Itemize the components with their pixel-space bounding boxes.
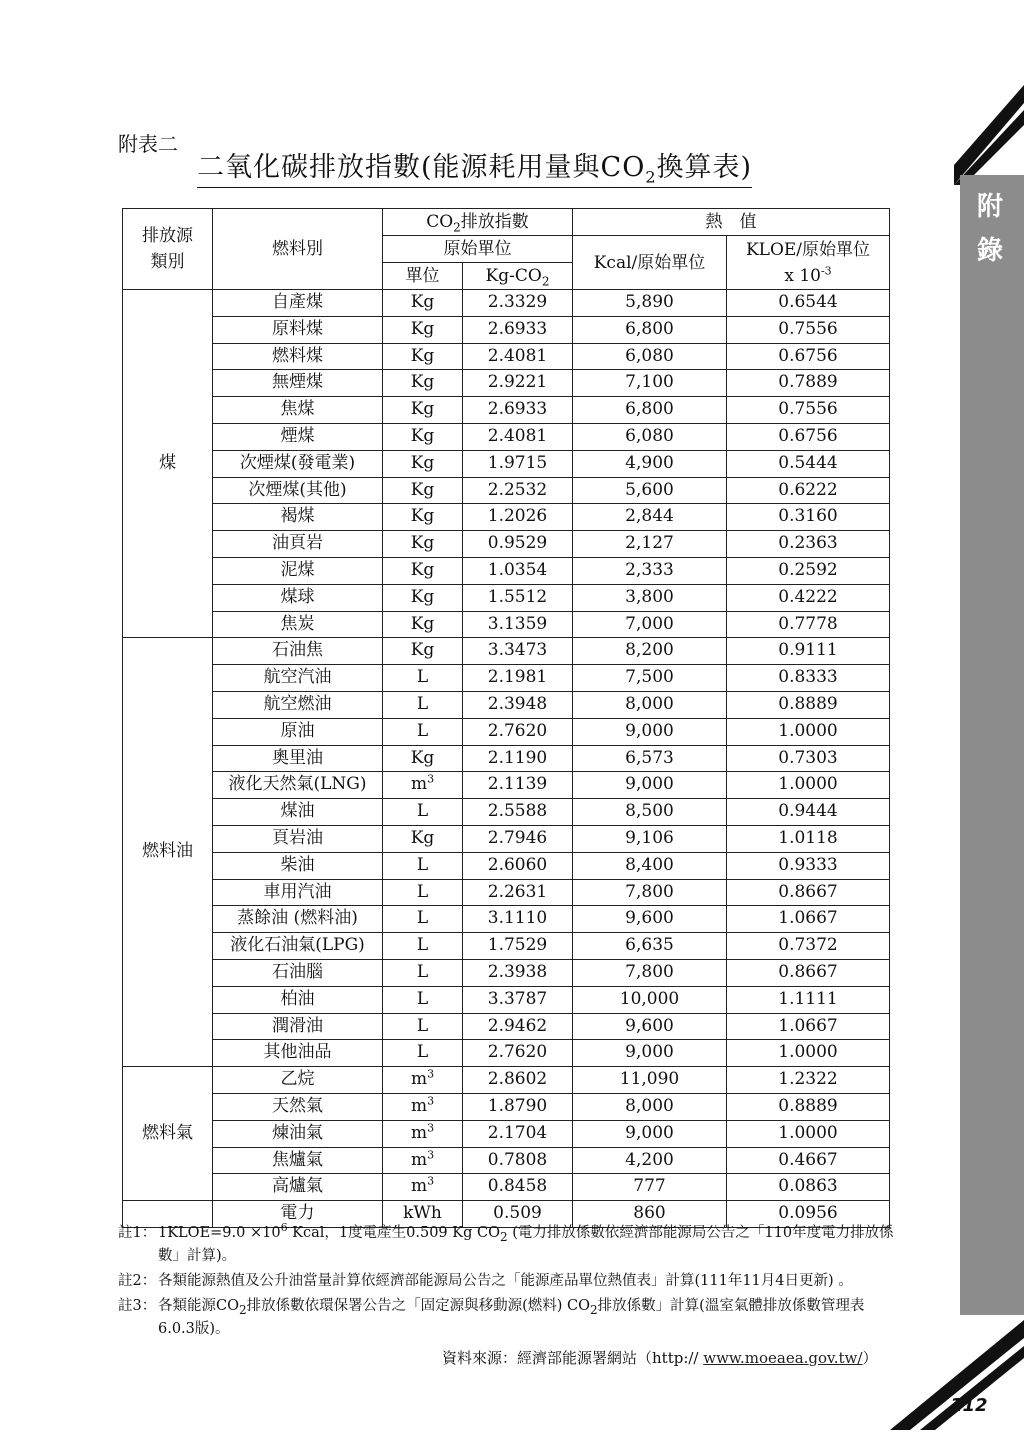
kloe-cell: 0.7303 (727, 745, 890, 772)
table-row (123, 1174, 890, 1201)
unit-cell: L (383, 986, 463, 1013)
kloe-cell: 0.9444 (727, 799, 890, 826)
co2-factor-cell: 2.8602 (463, 1067, 573, 1094)
table-row (123, 933, 890, 960)
table-row (123, 1013, 890, 1040)
fuel-name-cell: 車用汽油 (213, 879, 383, 906)
fuel-name-cell: 電力 (213, 1201, 383, 1228)
fuel-name-cell: 煙煤 (213, 423, 383, 450)
kloe-cell: 0.0863 (727, 1174, 890, 1201)
fuel-name-cell: 原料煤 (213, 316, 383, 343)
kloe-cell: 0.7889 (727, 370, 890, 397)
kloe-cell: 0.7778 (727, 611, 890, 638)
fuel-name-cell: 燃料煤 (213, 343, 383, 370)
kcal-cell: 8,200 (573, 638, 727, 665)
co2-factor-cell: 2.7620 (463, 718, 573, 745)
co2-factor-cell: 1.2026 (463, 504, 573, 531)
fuel-name-cell: 石油腦 (213, 959, 383, 986)
fuel-name-cell: 泥煤 (213, 557, 383, 584)
kcal-cell: 10,000 (573, 986, 727, 1013)
unit-cell: L (383, 1013, 463, 1040)
kcal-cell: 6,800 (573, 316, 727, 343)
fuel-name-cell: 無煙煤 (213, 370, 383, 397)
co2-factor-cell: 2.5588 (463, 799, 573, 826)
kcal-cell: 9,000 (573, 1040, 727, 1067)
unit-cell: L (383, 852, 463, 879)
unit-cell: Kg (383, 397, 463, 424)
unit-cell: Kg (383, 370, 463, 397)
unit-cell: Kg (383, 423, 463, 450)
table-label: 附表二 (118, 132, 178, 156)
kloe-cell: 0.7556 (727, 397, 890, 424)
fuel-name-cell: 乙烷 (213, 1067, 383, 1094)
source-line: 資料來源：經濟部能源署網站（http:// www.moeaea.gov.tw/） (442, 1349, 878, 1367)
co2-factor-cell: 2.6933 (463, 397, 573, 424)
table-row (123, 799, 890, 826)
co2-factor-cell: 2.2631 (463, 879, 573, 906)
kcal-cell: 3,800 (573, 584, 727, 611)
unit-cell: Kg (383, 745, 463, 772)
footnote: 註3： 各類能源$CO_2$排放係數依環保署公告之「固定源與移動源(燃料) $CO_2$排放係數」計算(溫室氣體排放係數管理表6.0.3版)。 (118, 1298, 865, 1337)
table-row (123, 531, 890, 558)
co2-factor-cell: 2.3938 (463, 959, 573, 986)
kloe-cell: 0.6756 (727, 343, 890, 370)
kloe-cell: 0.4667 (727, 1147, 890, 1174)
kcal-cell: 6,800 (573, 397, 727, 424)
footnote: 註2： 各類能源熱值及公升油當量計算依經濟部能源局公告之「能源產品單位熱值表」計算(111年11月4日更新) 。 (118, 1273, 853, 1289)
kloe-cell: 1.0000 (727, 1120, 890, 1147)
table-row (123, 825, 890, 852)
fuel-name-cell: 石油焦 (213, 638, 383, 665)
co2-factor-cell: 2.9221 (463, 370, 573, 397)
unit-cell: L (383, 1040, 463, 1067)
group-cell: 煤 (123, 290, 213, 638)
unit-cell: L (383, 691, 463, 718)
decorative-stripes-top (954, 85, 1024, 185)
co2-factor-cell: 3.1359 (463, 611, 573, 638)
unit-cell: $m^3$ (383, 1120, 463, 1147)
fuel-name-cell: 天然氣 (213, 1093, 383, 1120)
kcal-cell: 2,333 (573, 557, 727, 584)
header-fuel: 燃料別 (213, 209, 383, 290)
kloe-cell: 0.5444 (727, 450, 890, 477)
fuel-name-cell: 柴油 (213, 852, 383, 879)
kloe-cell: 0.8667 (727, 959, 890, 986)
unit-cell: Kg (383, 450, 463, 477)
kloe-cell: 0.9333 (727, 852, 890, 879)
page-number: 112 (950, 1395, 988, 1416)
unit-cell: L (383, 718, 463, 745)
kloe-cell: 0.2363 (727, 531, 890, 558)
header-co2-index: $CO_2$排放指數 (383, 209, 573, 236)
kloe-cell: 0.3160 (727, 504, 890, 531)
co2-factor-cell: 3.1110 (463, 906, 573, 933)
fuel-name-cell: 其他油品 (213, 1040, 383, 1067)
fuel-name-cell: 蒸餘油 (燃料油) (213, 906, 383, 933)
footnote: 註1： 1KLOE=9.0 $\times 10^6$ Kcal，1度電產生0.509 Kg $CO_2$ (電力排放係數依經濟部能源局公告之「110年度電力排放係數」計算)。 (118, 1221, 894, 1264)
kcal-cell: 7,100 (573, 370, 727, 397)
kcal-cell: 7,500 (573, 665, 727, 692)
co2-factor-cell: 2.1704 (463, 1120, 573, 1147)
table-row (123, 611, 890, 638)
table-row (123, 290, 890, 317)
fuel-name-cell: 航空汽油 (213, 665, 383, 692)
header-kcal: Kcal/原始單位 (573, 236, 727, 290)
co2-factor-cell: 2.4081 (463, 423, 573, 450)
kloe-cell: 1.0118 (727, 825, 890, 852)
kloe-cell: 1.0667 (727, 906, 890, 933)
unit-cell: L (383, 879, 463, 906)
table-row (123, 852, 890, 879)
kloe-cell: 0.4222 (727, 584, 890, 611)
unit-cell: $m^3$ (383, 1093, 463, 1120)
co2-factor-cell: 1.5512 (463, 584, 573, 611)
fuel-name-cell: 頁岩油 (213, 825, 383, 852)
kloe-cell: 0.8667 (727, 879, 890, 906)
table-row (123, 665, 890, 692)
co2-factor-cell: 1.0354 (463, 557, 573, 584)
kcal-cell: 5,600 (573, 477, 727, 504)
unit-cell: $m^3$ (383, 1067, 463, 1094)
source-link[interactable]: www.moeaea.gov.tw/ (703, 1349, 863, 1367)
kloe-cell: 1.0000 (727, 772, 890, 799)
unit-cell: Kg (383, 504, 463, 531)
kcal-cell: 9,106 (573, 825, 727, 852)
table-row (123, 718, 890, 745)
fuel-name-cell: 煤球 (213, 584, 383, 611)
kcal-cell: 6,080 (573, 423, 727, 450)
table-row (123, 638, 890, 665)
fuel-name-cell: 焦炭 (213, 611, 383, 638)
kcal-cell: 9,000 (573, 718, 727, 745)
table-row (123, 1093, 890, 1120)
unit-cell: $m^3$ (383, 772, 463, 799)
unit-cell: $m^3$ (383, 1147, 463, 1174)
kloe-cell: 0.7556 (727, 316, 890, 343)
table-row (123, 772, 890, 799)
kloe-cell: 1.2322 (727, 1067, 890, 1094)
kcal-cell: 8,500 (573, 799, 727, 826)
table-row (123, 370, 890, 397)
kcal-cell: 777 (573, 1174, 727, 1201)
kcal-cell: 7,800 (573, 879, 727, 906)
fuel-name-cell: 液化石油氣(LPG) (213, 933, 383, 960)
unit-cell: L (383, 799, 463, 826)
header-kloe: KLOE/原始單位 x $10^{-3}$ (727, 236, 890, 290)
table-row (123, 316, 890, 343)
fuel-name-cell: 航空燃油 (213, 691, 383, 718)
kloe-cell: 0.7372 (727, 933, 890, 960)
co2-factor-cell: 2.2532 (463, 477, 573, 504)
header-heat-value: 熱 值 (573, 209, 890, 236)
kloe-cell: 0.0956 (727, 1201, 890, 1228)
kloe-cell: 0.6222 (727, 477, 890, 504)
page-title: 二氧化碳排放指數(能源耗用量與$CO_2$換算表) (197, 152, 753, 187)
fuel-name-cell: 高爐氣 (213, 1174, 383, 1201)
fuel-name-cell: 奧里油 (213, 745, 383, 772)
fuel-name-cell: 煉油氣 (213, 1120, 383, 1147)
table-row (123, 557, 890, 584)
fuel-name-cell: 焦煤 (213, 397, 383, 424)
co2-factor-cell: 0.9529 (463, 531, 573, 558)
table-row (123, 691, 890, 718)
kcal-cell: 6,635 (573, 933, 727, 960)
co2-factor-cell: 0.8458 (463, 1174, 573, 1201)
footnotes (118, 1222, 898, 1343)
kcal-cell: 6,080 (573, 343, 727, 370)
kcal-cell: 8,000 (573, 1093, 727, 1120)
co2-factor-cell: 3.3473 (463, 638, 573, 665)
side-tab-label: 附錄 (976, 192, 1003, 266)
header-unit: 單位 (383, 263, 463, 290)
kcal-cell: 4,900 (573, 450, 727, 477)
kcal-cell: 2,127 (573, 531, 727, 558)
table-row (123, 423, 890, 450)
co2-factor-cell: 2.4081 (463, 343, 573, 370)
group-cell: 燃料氣 (123, 1067, 213, 1201)
unit-cell: Kg (383, 825, 463, 852)
kcal-cell: 8,000 (573, 691, 727, 718)
fuel-name-cell: 原油 (213, 718, 383, 745)
kloe-cell: 0.8889 (727, 1093, 890, 1120)
table-row (123, 397, 890, 424)
unit-cell: Kg (383, 557, 463, 584)
table-row (123, 504, 890, 531)
side-tab (960, 175, 1024, 1315)
co2-factor-cell: 2.1981 (463, 665, 573, 692)
group-cell: 燃料油 (123, 638, 213, 1067)
unit-cell: L (383, 906, 463, 933)
table-row (123, 879, 890, 906)
table-row (123, 1040, 890, 1067)
kcal-cell: 8,400 (573, 852, 727, 879)
co2-factor-cell: 1.7529 (463, 933, 573, 960)
co2-factor-cell: 2.3948 (463, 691, 573, 718)
co2-factor-cell: 2.6933 (463, 316, 573, 343)
fuel-name-cell: 次煙煤(發電業) (213, 450, 383, 477)
kloe-cell: 1.0000 (727, 718, 890, 745)
fuel-name-cell: 柏油 (213, 986, 383, 1013)
kloe-cell: 0.9111 (727, 638, 890, 665)
kcal-cell: 9,000 (573, 772, 727, 799)
co2-factor-cell: 2.6060 (463, 852, 573, 879)
header-kg-co2: $Kg-CO_2$ (463, 263, 573, 290)
header-orig-unit: 原始單位 (383, 236, 573, 263)
unit-cell: kWh (383, 1201, 463, 1228)
fuel-name-cell: 潤滑油 (213, 1013, 383, 1040)
kcal-cell: 5,890 (573, 290, 727, 317)
table-row (123, 584, 890, 611)
unit-cell: L (383, 959, 463, 986)
kcal-cell: 7,800 (573, 959, 727, 986)
table-row (123, 450, 890, 477)
kcal-cell: 9,600 (573, 906, 727, 933)
co2-factor-cell: 1.9715 (463, 450, 573, 477)
kloe-cell: 1.1111 (727, 986, 890, 1013)
co2-factor-cell: 2.1139 (463, 772, 573, 799)
co2-factor-cell: 3.3787 (463, 986, 573, 1013)
fuel-name-cell: 煤油 (213, 799, 383, 826)
header-source-type: 排放源類別 (123, 209, 213, 290)
unit-cell: L (383, 933, 463, 960)
unit-cell: Kg (383, 584, 463, 611)
table-row (123, 1120, 890, 1147)
emission-table (122, 208, 890, 1228)
table-row (123, 745, 890, 772)
co2-factor-cell: 2.7620 (463, 1040, 573, 1067)
fuel-name-cell: 液化天然氣(LNG) (213, 772, 383, 799)
unit-cell: Kg (383, 316, 463, 343)
unit-cell: Kg (383, 290, 463, 317)
unit-cell: $m^3$ (383, 1174, 463, 1201)
table-row (123, 1067, 890, 1094)
table-row (123, 986, 890, 1013)
unit-cell: L (383, 665, 463, 692)
co2-factor-cell: 0.7808 (463, 1147, 573, 1174)
co2-factor-cell: 0.509 (463, 1201, 573, 1228)
table-row (123, 477, 890, 504)
kcal-cell: 2,844 (573, 504, 727, 531)
co2-factor-cell: 2.1190 (463, 745, 573, 772)
kloe-cell: 0.8333 (727, 665, 890, 692)
kcal-cell: 860 (573, 1201, 727, 1228)
kcal-cell: 9,000 (573, 1120, 727, 1147)
kcal-cell: 11,090 (573, 1067, 727, 1094)
co2-factor-cell: 2.7946 (463, 825, 573, 852)
kloe-cell: 0.6544 (727, 290, 890, 317)
co2-factor-cell: 2.3329 (463, 290, 573, 317)
kloe-cell: 0.6756 (727, 423, 890, 450)
unit-cell: Kg (383, 477, 463, 504)
kloe-cell: 1.0667 (727, 1013, 890, 1040)
fuel-name-cell: 焦爐氣 (213, 1147, 383, 1174)
unit-cell: Kg (383, 531, 463, 558)
fuel-name-cell: 褐煤 (213, 504, 383, 531)
table-row (123, 959, 890, 986)
kcal-cell: 9,600 (573, 1013, 727, 1040)
kloe-cell: 0.8889 (727, 691, 890, 718)
kcal-cell: 7,000 (573, 611, 727, 638)
kloe-cell: 1.0000 (727, 1040, 890, 1067)
table-row (123, 906, 890, 933)
fuel-name-cell: 自產煤 (213, 290, 383, 317)
co2-factor-cell: 1.8790 (463, 1093, 573, 1120)
unit-cell: Kg (383, 343, 463, 370)
unit-cell: Kg (383, 611, 463, 638)
fuel-name-cell: 次煙煤(其他) (213, 477, 383, 504)
table-row (123, 343, 890, 370)
co2-factor-cell: 2.9462 (463, 1013, 573, 1040)
unit-cell: Kg (383, 638, 463, 665)
kcal-cell: 4,200 (573, 1147, 727, 1174)
kloe-cell: 0.2592 (727, 557, 890, 584)
table-row (123, 1147, 890, 1174)
fuel-name-cell: 油頁岩 (213, 531, 383, 558)
kcal-cell: 6,573 (573, 745, 727, 772)
